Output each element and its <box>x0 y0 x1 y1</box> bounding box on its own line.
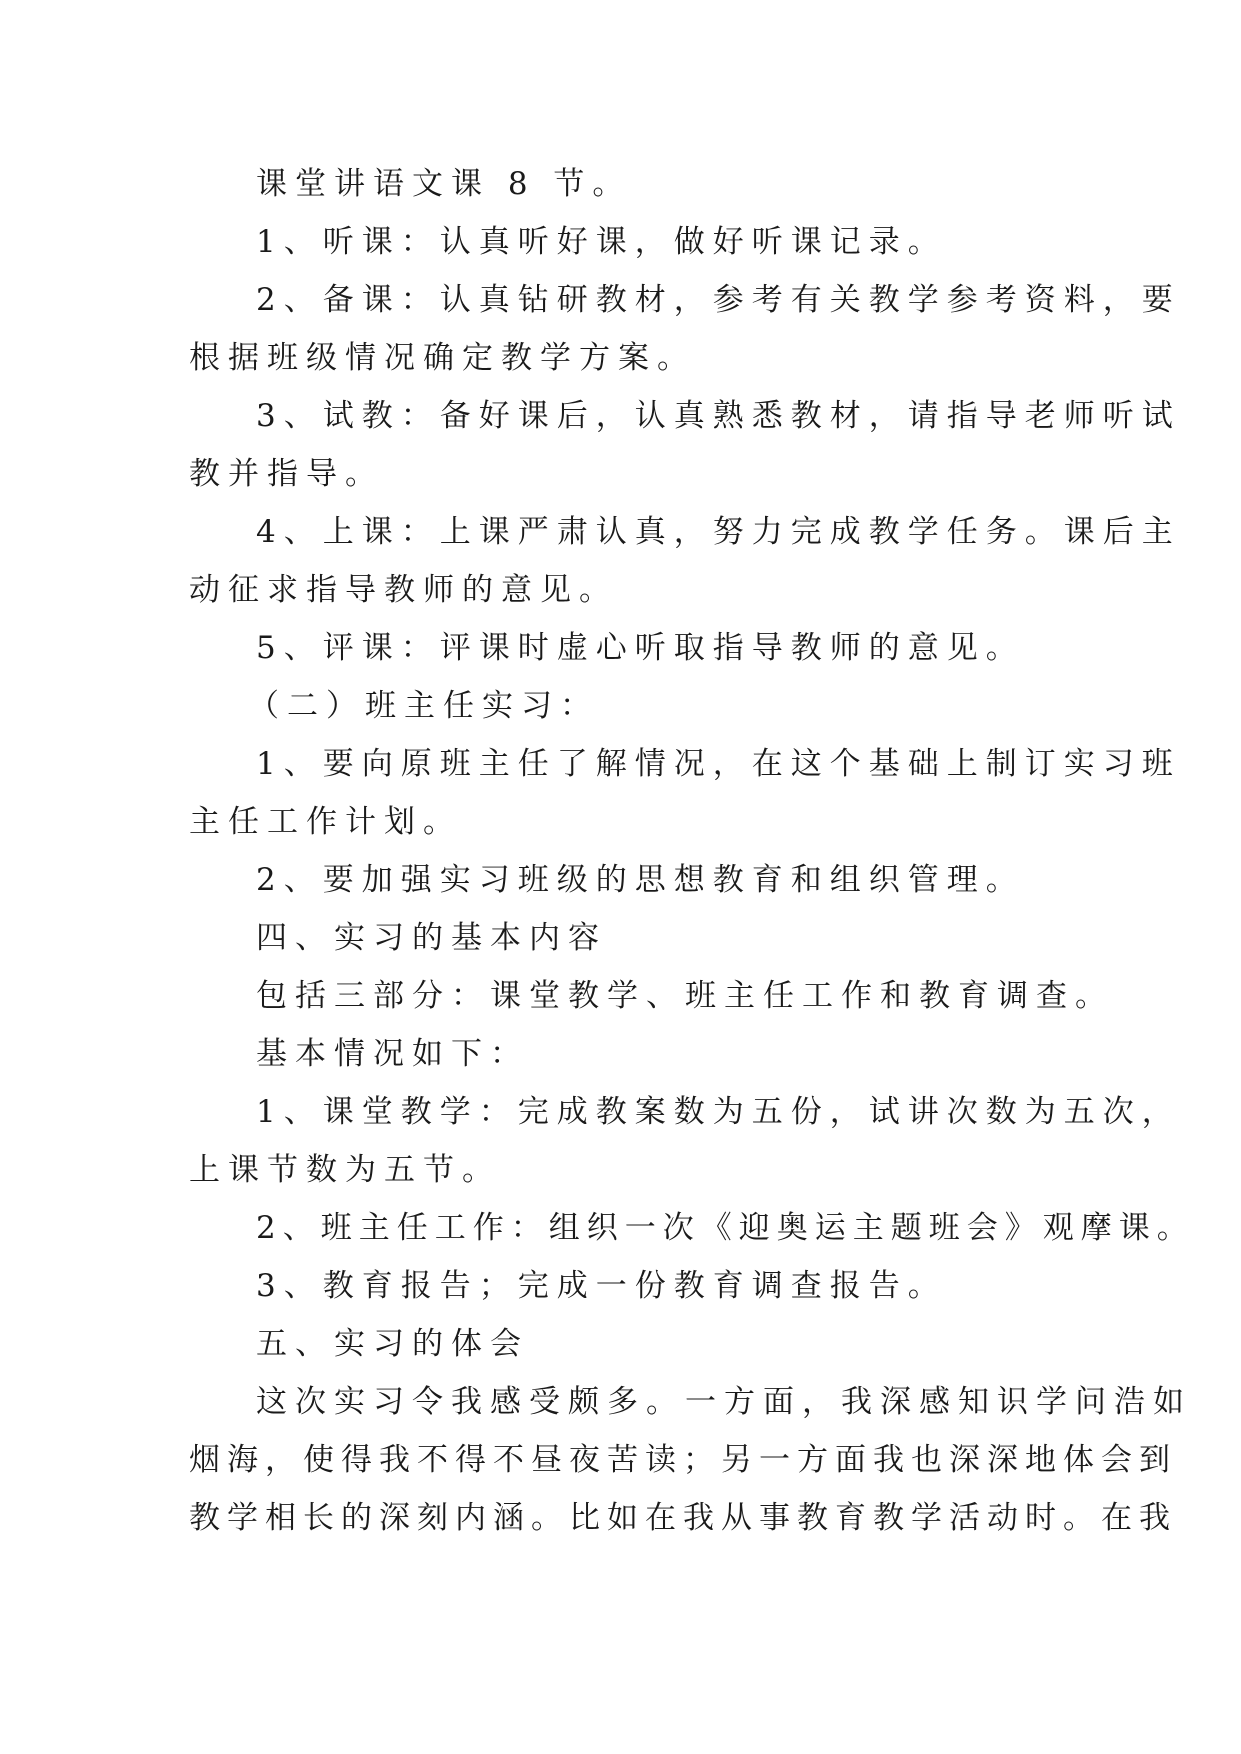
paragraph-line: 2、备课：认真钻研教材，参考有关教学参考资料，要 <box>256 282 1181 318</box>
paragraph-line: 上课节数为五节。 <box>189 1152 501 1188</box>
paragraph-line: 教学相长的深刻内涵。比如在我从事教育教学活动时。在我 <box>189 1500 1177 1536</box>
paragraph-line: 动征求指导教师的意见。 <box>189 572 618 608</box>
paragraph-line: 2、要加强实习班级的思想教育和组织管理。 <box>256 862 1025 898</box>
paragraph-line: 这次实习令我感受颇多。一方面，我深感知识学问浩如 <box>256 1384 1192 1420</box>
paragraph-line: 根据班级情况确定教学方案。 <box>189 340 696 376</box>
section-heading: （二）班主任实习： <box>248 688 599 724</box>
paragraph-line: 基本情况如下： <box>256 1036 529 1072</box>
paragraph-line: 包括三部分：课堂教学、班主任工作和教育调查。 <box>256 978 1114 1014</box>
paragraph-line: 主任工作计划。 <box>189 804 462 840</box>
section-heading: 四、实习的基本内容 <box>256 920 607 956</box>
paragraph-line: 1、要向原班主任了解情况，在这个基础上制订实习班 <box>256 746 1181 782</box>
paragraph-line: 5、评课：评课时虚心听取指导教师的意见。 <box>256 630 1025 666</box>
section-heading: 五、实习的体会 <box>256 1326 529 1362</box>
paragraph-line: 烟海，使得我不得不昼夜苦读；另一方面我也深深地体会到 <box>189 1442 1177 1478</box>
paragraph-line: 教并指导。 <box>189 456 384 492</box>
paragraph-line: 3、试教：备好课后，认真熟悉教材，请指导老师听试 <box>256 398 1181 434</box>
paragraph-line: 3、教育报告；完成一份教育调查报告。 <box>256 1268 947 1304</box>
paragraph-line: 2、班主任工作：组织一次《迎奥运主题班会》观摩课。 <box>256 1210 1195 1246</box>
paragraph-line: 1、课堂教学：完成教案数为五份，试讲次数为五次， <box>256 1094 1181 1130</box>
paragraph-line: 4、上课：上课严肃认真，努力完成教学任务。课后主 <box>256 514 1181 550</box>
paragraph-line: 1、听课：认真听好课，做好听课记录。 <box>256 224 947 260</box>
paragraph-line: 课堂讲语文课 8 节。 <box>256 166 632 202</box>
